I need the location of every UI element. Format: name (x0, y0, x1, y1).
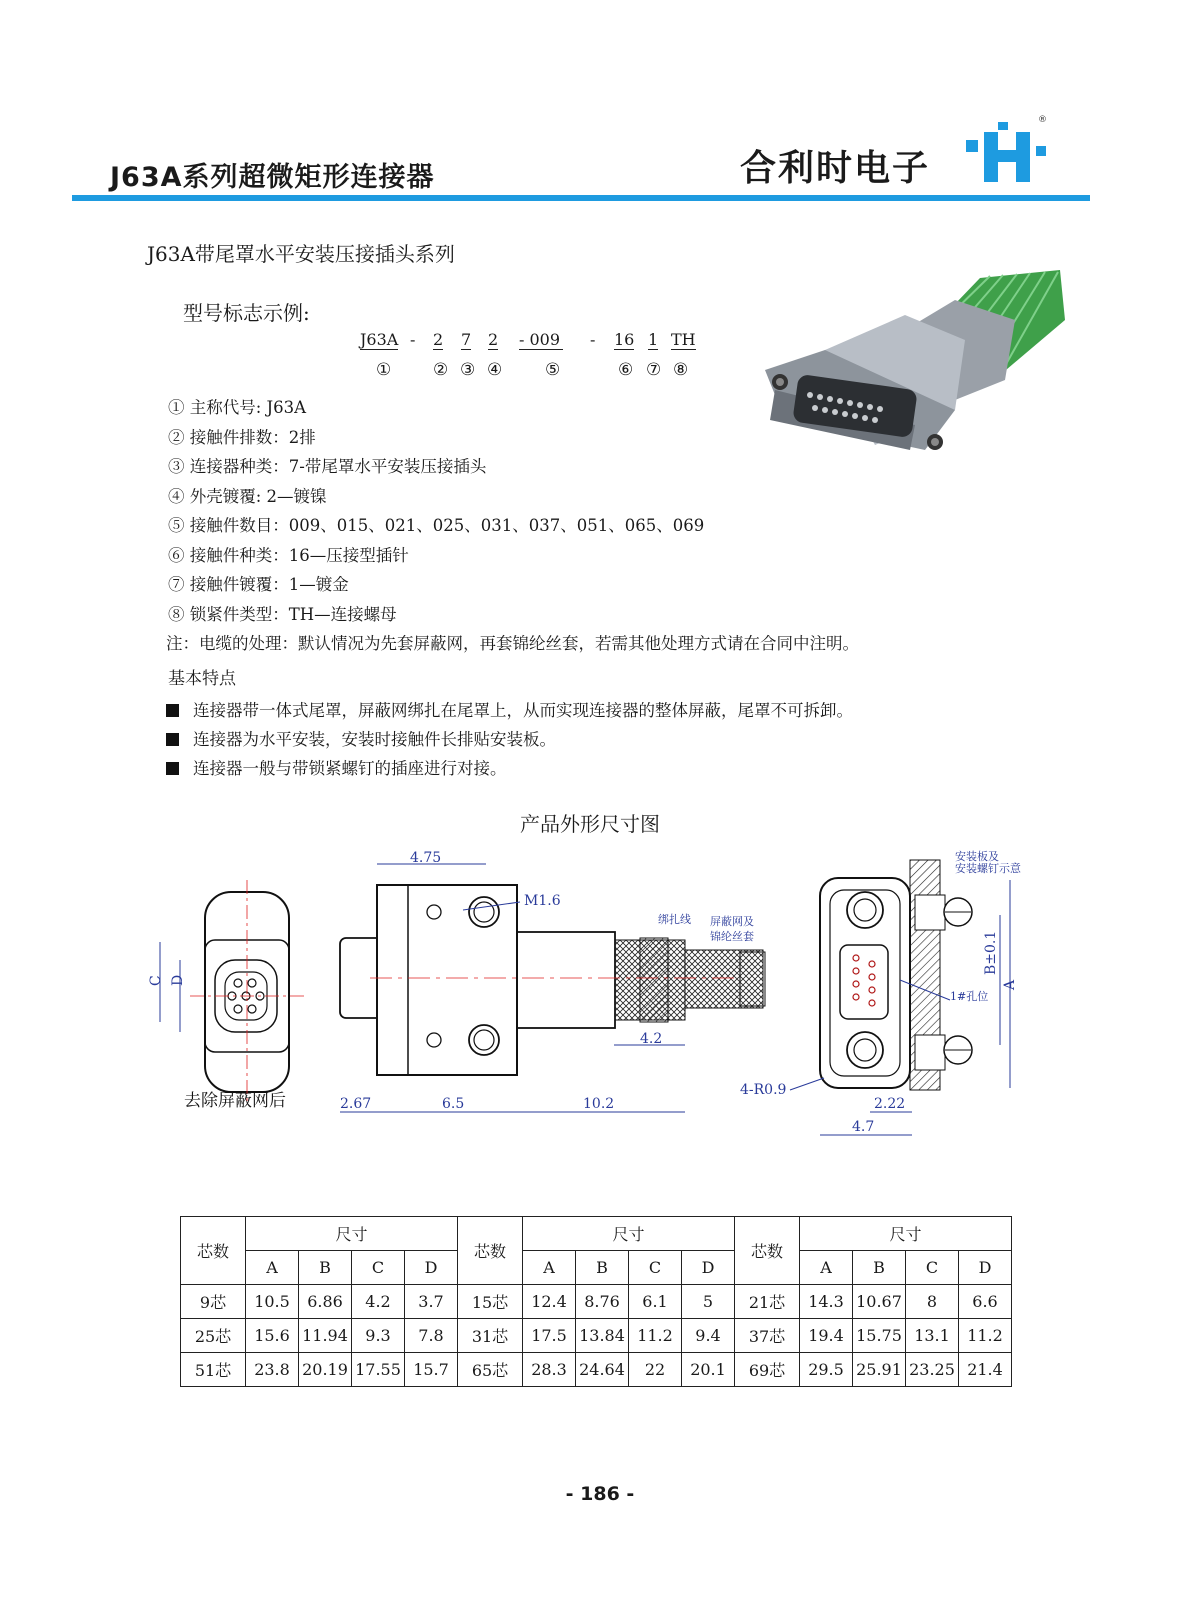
panel-label-1: 安装板及 (955, 850, 999, 863)
table-cell: 23.8 (246, 1353, 299, 1387)
table-cell: 15.75 (853, 1319, 906, 1353)
table-cell: 9芯 (181, 1285, 246, 1319)
table-cell: 15.7 (405, 1353, 458, 1387)
table-cell: 37芯 (735, 1319, 800, 1353)
example-title: 型号标志示例: (183, 301, 310, 325)
table-col-header: D (682, 1251, 735, 1285)
table-cell: 8 (906, 1285, 959, 1319)
table-cell: 6.6 (959, 1285, 1012, 1319)
list-item: ⑤ 接触件数目：009、015、021、025、031、037、051、065、069 (168, 516, 705, 535)
table-col-header: C (629, 1251, 682, 1285)
table-cell: 11.2 (959, 1319, 1012, 1353)
table-cell: 15.6 (246, 1319, 299, 1353)
dim-c-label: C (148, 975, 164, 986)
code-part-4: 2 (488, 330, 499, 349)
table-cell: 11.2 (629, 1319, 682, 1353)
table-cell: 69芯 (735, 1353, 800, 1387)
dim-d-label: D (170, 974, 186, 986)
side-view (340, 850, 765, 1112)
table-col-header: C (352, 1251, 405, 1285)
table-col-header: B (299, 1251, 352, 1285)
table-cell: 3.7 (405, 1285, 458, 1319)
dim-4-75: 4.75 (410, 850, 442, 866)
table-cell: 7.8 (405, 1319, 458, 1353)
code-num-4: ④ (487, 360, 503, 380)
code-part-8: TH (671, 330, 696, 349)
series-subtitle: J63A带尾罩水平安装压接插头系列 (147, 242, 455, 266)
table-header-size: 尺寸 (800, 1217, 1012, 1251)
dim-4-2: 4.2 (640, 1031, 663, 1047)
list-item: ⑥ 接触件种类：16—压接型插针 (168, 545, 409, 565)
table-cell: 19.4 (800, 1319, 853, 1353)
header-title: J63A系列超微矩形连接器 (110, 162, 435, 193)
code-part-3: 7 (461, 330, 472, 349)
table-cell: 17.5 (523, 1319, 576, 1353)
table-cell: 24.64 (576, 1353, 629, 1387)
table-row (181, 1353, 1012, 1387)
bullet-square-icon (166, 733, 179, 746)
list-item: ③ 连接器种类：7-带尾罩水平安装压接插头 (168, 457, 487, 476)
code-part-2: 2 (433, 330, 444, 349)
table-cell: 28.3 (523, 1353, 576, 1387)
table-cell: 9.4 (682, 1319, 735, 1353)
table-col-header: B (576, 1251, 629, 1285)
table-cell: 13.84 (576, 1319, 629, 1353)
code-sep-2: - (590, 330, 596, 349)
table-header-count: 芯数 (458, 1217, 523, 1285)
table-cell: 14.3 (800, 1285, 853, 1319)
table-cell: 4.2 (352, 1285, 405, 1319)
code-part-7: 1 (648, 330, 659, 349)
rear-view (740, 850, 1021, 1135)
table-cell: 29.5 (800, 1353, 853, 1387)
front-view (148, 880, 305, 1111)
dim-2-67: 2.67 (340, 1096, 372, 1112)
feature-item: 连接器带一体式尾罩，屏蔽网绑扎在尾罩上，从而实现连接器的整体屏蔽，尾罩不可拆卸。 (166, 696, 853, 725)
dim-4-7: 4.7 (852, 1119, 875, 1135)
code-part-5: - 009 (519, 330, 563, 350)
table-col-header: C (906, 1251, 959, 1285)
code-num-8: ⑧ (673, 360, 689, 380)
front-view-caption: 去除屏蔽网后 (184, 1091, 286, 1111)
note: 注：电缆的处理：默认情况为先套屏蔽网，再套锦纶丝套，若需其他处理方式请在合同中注明。 (166, 634, 859, 653)
list-item: ① 主称代号: J63A (168, 398, 307, 417)
list-item: ② 接触件排数：2排 (168, 427, 316, 447)
table-header-count: 芯数 (181, 1217, 246, 1285)
table-cell: 6.1 (629, 1285, 682, 1319)
table-cell: 65芯 (458, 1353, 523, 1387)
brand-logo (958, 112, 1050, 188)
table-cell: 12.4 (523, 1285, 576, 1319)
header-rule (72, 195, 1090, 201)
feature-item: 连接器为水平安装，安装时接触件长排贴安装板。 (166, 725, 853, 754)
features-list (166, 696, 853, 783)
table-row (181, 1285, 1012, 1319)
table-cell: 10.67 (853, 1285, 906, 1319)
table-cell: 25芯 (181, 1319, 246, 1353)
features-title: 基本特点 (168, 669, 236, 689)
dim-b-label: B±0.1 (983, 930, 999, 975)
table-cell: 20.1 (682, 1353, 735, 1387)
bullet-square-icon (166, 704, 179, 717)
table-cell: 13.1 (906, 1319, 959, 1353)
list-item: ④ 外壳镀覆: 2—镀镍 (168, 486, 327, 506)
code-num-2: ② (433, 360, 449, 380)
table-col-header: A (800, 1251, 853, 1285)
code-explanation-list (168, 393, 859, 659)
dim-radius: 4-R0.9 (740, 1082, 787, 1098)
table-col-header: D (959, 1251, 1012, 1285)
panel-label-2: 安装螺钉示意 (955, 862, 1021, 875)
list-item: ⑦ 接触件镀覆：1—镀金 (168, 575, 349, 594)
table-cell: 6.86 (299, 1285, 352, 1319)
table-cell: 8.76 (576, 1285, 629, 1319)
table-cell: 51芯 (181, 1353, 246, 1387)
table-header-size: 尺寸 (523, 1217, 735, 1251)
table-cell: 22 (629, 1353, 682, 1387)
code-part-6: 16 (614, 330, 635, 349)
code-num-6: ⑥ (618, 360, 634, 380)
table-cell: 15芯 (458, 1285, 523, 1319)
dimension-table (180, 1216, 1012, 1387)
code-num-1: ① (376, 360, 392, 380)
table-cell: 21芯 (735, 1285, 800, 1319)
code-num-3: ③ (460, 360, 476, 380)
shield-label-2: 锦纶丝套 (710, 930, 754, 943)
feature-item: 连接器一般与带锁紧螺钉的插座进行对接。 (166, 754, 853, 783)
dim-m1-6: M1.6 (524, 893, 561, 909)
table-cell: 23.25 (906, 1353, 959, 1387)
table-cell: 11.94 (299, 1319, 352, 1353)
table-col-header: A (523, 1251, 576, 1285)
hole-1-label: 1#孔位 (950, 990, 989, 1003)
dim-2-22: 2.22 (874, 1096, 906, 1112)
table-cell: 20.19 (299, 1353, 352, 1387)
table-header-size: 尺寸 (246, 1217, 458, 1251)
table-cell: 9.3 (352, 1319, 405, 1353)
table-cell: 25.91 (853, 1353, 906, 1387)
bind-wire-label: 绑扎线 (658, 913, 691, 926)
dimension-drawing (140, 850, 1080, 1180)
dim-10-2: 10.2 (583, 1096, 615, 1112)
code-part-1: J63A (360, 330, 399, 349)
code-num-5: ⑤ (545, 360, 561, 380)
table-row (181, 1319, 1012, 1353)
bullet-square-icon (166, 762, 179, 775)
table-cell: 10.5 (246, 1285, 299, 1319)
table-header-count: 芯数 (735, 1217, 800, 1285)
table-cell: 5 (682, 1285, 735, 1319)
dim-a-label: A (1002, 979, 1018, 990)
table-col-header: A (246, 1251, 299, 1285)
page-number: - 186 - (565, 1483, 635, 1505)
registered-mark: ® (1038, 115, 1047, 125)
dim-6-5: 6.5 (442, 1096, 465, 1112)
shield-label-1: 屏蔽网及 (710, 915, 754, 928)
brand-name: 合利时电子 (740, 148, 931, 189)
table-cell: 17.55 (352, 1353, 405, 1387)
table-cell: 21.4 (959, 1353, 1012, 1387)
drawing-title: 产品外形尺寸图 (520, 812, 660, 836)
table-col-header: B (853, 1251, 906, 1285)
code-num-7: ⑦ (646, 360, 662, 380)
table-cell: 31芯 (458, 1319, 523, 1353)
list-item: ⑧ 锁紧件类型：TH—连接螺母 (168, 604, 397, 624)
code-sep-1: - (410, 330, 416, 349)
table-col-header: D (405, 1251, 458, 1285)
